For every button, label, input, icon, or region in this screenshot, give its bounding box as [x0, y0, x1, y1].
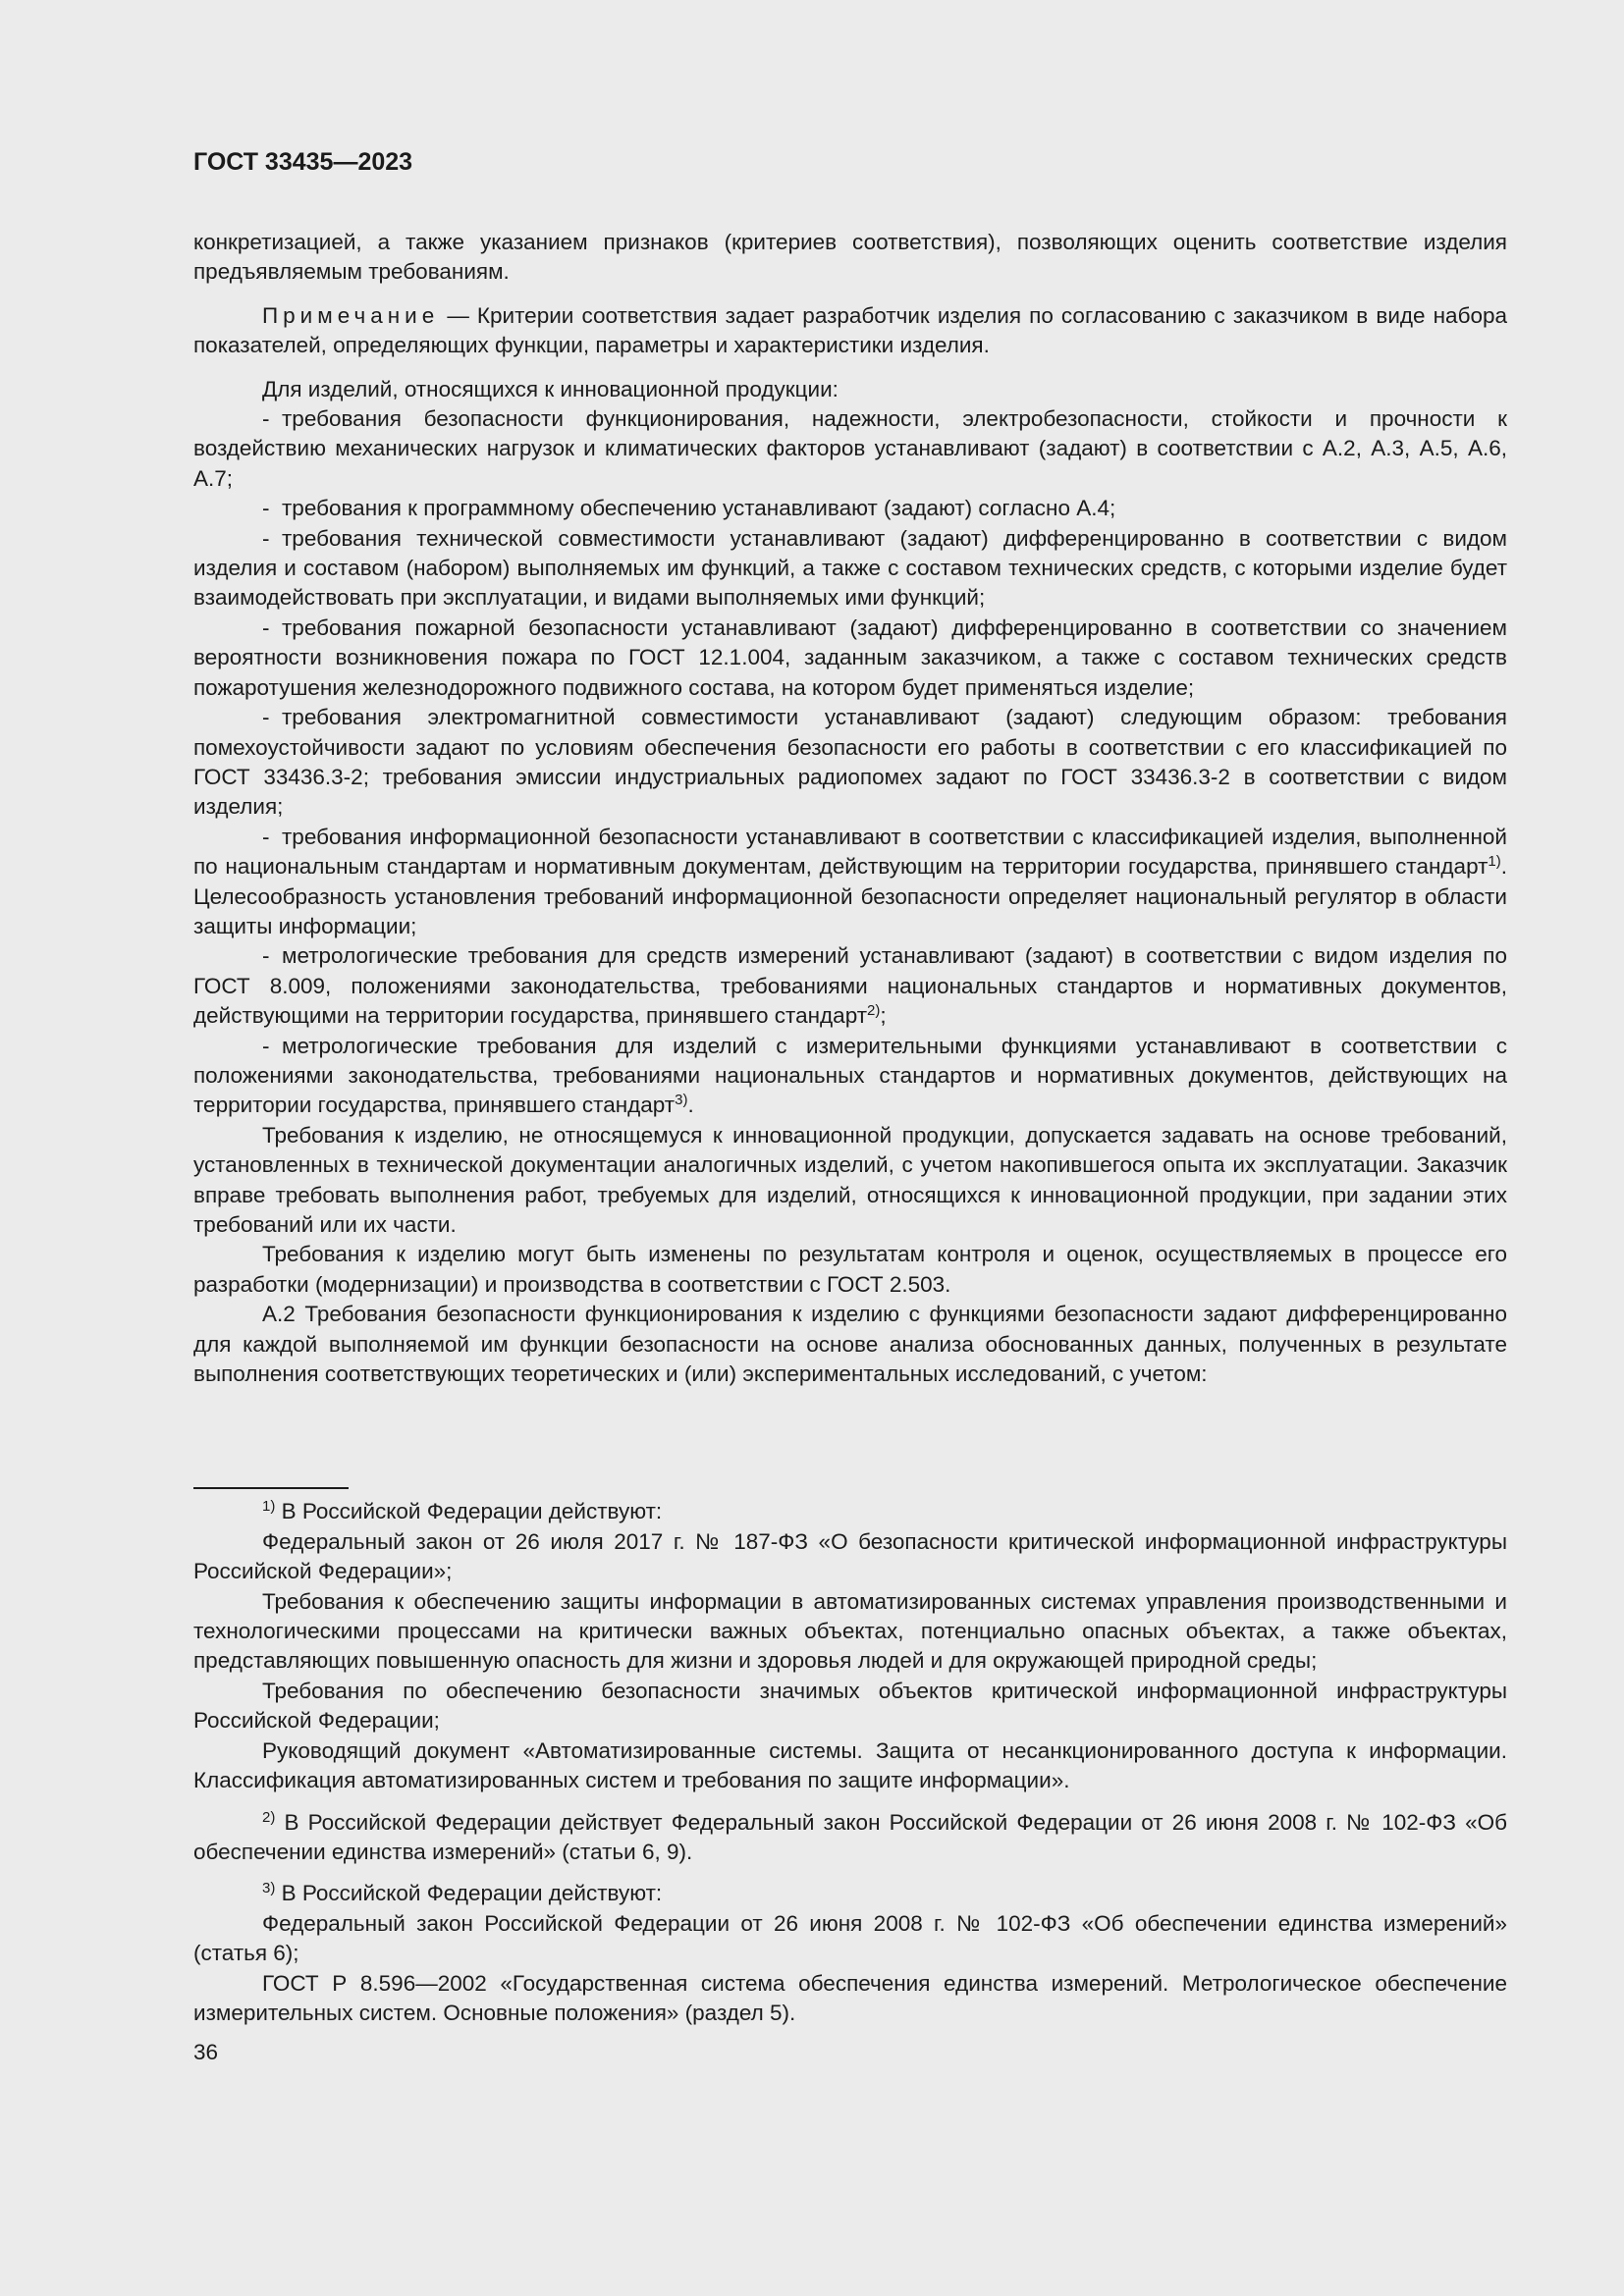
requirements-change-paragraph: Требования к изделию могут быть изменены по результатам контроля и оценок, осуществляемых в процессе его разработки (модернизации) и производства в соответствии с ГОСТ 2.503.	[193, 1242, 1507, 1297]
list-item-compatibility: - требования технической совместимости устанавливают (задают) дифференцированно в соответствии с видом изделия и составом (набором) выполняемых им функций, а также с составом технических средств, с которыми изделие будет взаимодействовать при эксплуатации, и видами выполняемых ими функций;	[193, 525, 1507, 611]
footnote-1-mark: 1)	[262, 1498, 276, 1516]
footnote-1-item: Руководящий документ «Автоматизированные системы. Защита от несанкционированного доступа к информации. Классификация автоматизированных систем и требования по защите информации».	[193, 1737, 1507, 1793]
list-dash: -	[262, 406, 270, 432]
footnote-3-item: Федеральный закон Российской Федерации от 26 июня 2008 г. № 102-ФЗ «Об обеспечении единства измерений» (статья 6);	[193, 1910, 1507, 1966]
note-text: — Критерии соответствия задает разработчик изделия по согласованию с заказчиком в виде набора показателей, определяющих функции, параметры и характеристики изделия.	[193, 302, 1507, 358]
continued-paragraph: конкретизацией, а также указанием признаков (критериев соответствия), позволяющих оценить соответствие изделия предъявляемым требованиям.	[193, 230, 1507, 285]
list-item-infosec: - требования информационной безопасности устанавливают в соответствии с классификацией изделия, выполненной по национальным стандартам и нормативным документам, действующим на территории государства, принявшего стандарт$^{1)}$. Целесообразность установления требований информационной безопасности определяет национальный регулятор в области защиты информации;	[193, 824, 1507, 938]
footnotes-block	[193, 1487, 1507, 2028]
list-item-metrology-functions: - метрологические требования для изделий с измерительными функциями устанавливают в соответствии с положениями законодательства, требованиями национальных стандартов и нормативных документов, действующих на территории государства, принявшего стандарт$^{3)}$.	[193, 1033, 1507, 1118]
list-item-emc: - требования электромагнитной совместимости устанавливают (задают) следующим образом: требования помехоустойчивости задают по условиям обеспечения безопасности его работы в соответствии с его классификацией по ГОСТ 33436.3-2; требования эмиссии индустриальных радиопомех задают по ГОСТ 33436.3-2 в соответствии с видом изделия;	[193, 705, 1507, 820]
footnote-ref-3[interactable]: 3)	[675, 1092, 688, 1109]
list-item-metrology-instruments: - метрологические требования для средств измерений устанавливают (задают) в соответствии с видом изделия по ГОСТ 8.009, положениями законодательства, требованиями национальных стандартов и нормативных документов, действующими на территории государства, принявшего стандарт$^{2)}$;	[193, 943, 1507, 1029]
document-body	[193, 228, 1507, 1389]
footnote-2-mark: 2)	[262, 1808, 276, 1826]
list-dash: -	[262, 614, 270, 640]
footnote-1-item: Требования к обеспечению защиты информации в автоматизированных системах управления производственными и технологическими процессами на критически важных объектах, потенциально опасных объектах, а также объектах, представляющих повышенную опасность для жизни и здоровья людей и для окружающей природной среды;	[193, 1588, 1507, 1674]
footnote-separator	[193, 1487, 349, 1489]
list-item-safety: - требования безопасности функционирования, надежности, электробезопасности, стойкости и прочности к воздействию механических нагрузок и климатических факторов устанавливают (задают) в соответствии с А.2, А.3, А.5, А.6, А.7;	[193, 406, 1507, 491]
footnote-3-heading: $^{3)}$ В Российской Федерации действуют:	[262, 1880, 663, 1906]
section-a2-paragraph: А.2 Требования безопасности функционирования к изделию с функциями безопасности задают дифференцированно для каждой выполняемой им функции безопасности на основе анализа обоснованных данных, полученных в результате выполнения соответствующих теоретических и (или) экспериментальных исследований, с учетом:	[193, 1302, 1507, 1387]
footnote-ref-2[interactable]: 2)	[867, 1002, 881, 1020]
footnote-3-mark: 3)	[262, 1880, 276, 1897]
footnote-1-item: Требования по обеспечению безопасности значимых объектов критической информационной инфраструктуры Российской Федерации;	[193, 1678, 1507, 1734]
footnote-1-heading: $^{1)}$ В Российской Федерации действуют:	[262, 1498, 663, 1524]
document-page	[193, 147, 1507, 2067]
footnote-1-item: Федеральный закон от 26 июля 2017 г. № 187-ФЗ «О безопасности критической информационной инфраструктуры Российской Федерации»;	[193, 1528, 1507, 1584]
note-paragraph	[193, 301, 1507, 361]
non-innovation-paragraph: Требования к изделию, не относящемуся к инновационной продукции, допускается задавать на основе требований, установленных в технической документации аналогичных изделий, с учетом накопившегося опыта их эксплуатации. Заказчик вправе требовать выполнения работ, требуемых для изделий, относящихся к инновационной продукции, при задании этих требований или их части.	[193, 1122, 1507, 1237]
list-dash: -	[262, 496, 270, 521]
footnote-3-item: ГОСТ Р 8.596—2002 «Государственная система обеспечения единства измерений. Метрологическое обеспечение измерительных систем. Основные положения» (раздел 5).	[193, 1970, 1507, 2025]
footnote-ref-1[interactable]: 1)	[1488, 853, 1501, 871]
note-label: Примечание	[262, 302, 440, 328]
list-dash: -	[262, 824, 270, 849]
list-item-software: - требования к программному обеспечению устанавливают (задают) согласно А.4;	[193, 494, 1507, 523]
page-number: 36	[193, 2040, 219, 2065]
document-code-header: ГОСТ 33435—2023	[193, 148, 413, 176]
list-dash: -	[262, 705, 270, 730]
list-item-fire-safety: - требования пожарной безопасности устанавливают (задают) дифференцированно в соответствии со значением вероятности возникновения пожара по ГОСТ 12.1.004, заданным заказчиком, а также с составом технических средств пожаротушения железнодорожного подвижного состава, на котором будет применяться изделие;	[193, 614, 1507, 700]
innovation-intro: Для изделий, относящихся к инновационной продукции:	[262, 376, 839, 401]
list-dash: -	[262, 1033, 270, 1058]
footnote-2: $^{2)}$ В Российской Федерации действует Федеральный закон Российской Федерации от 26 июня 2008 г. № 102-ФЗ «Об обеспечении единства измерений» (статьи 6, 9).	[193, 1808, 1507, 1864]
list-dash: -	[262, 943, 270, 969]
list-dash: -	[262, 525, 270, 551]
